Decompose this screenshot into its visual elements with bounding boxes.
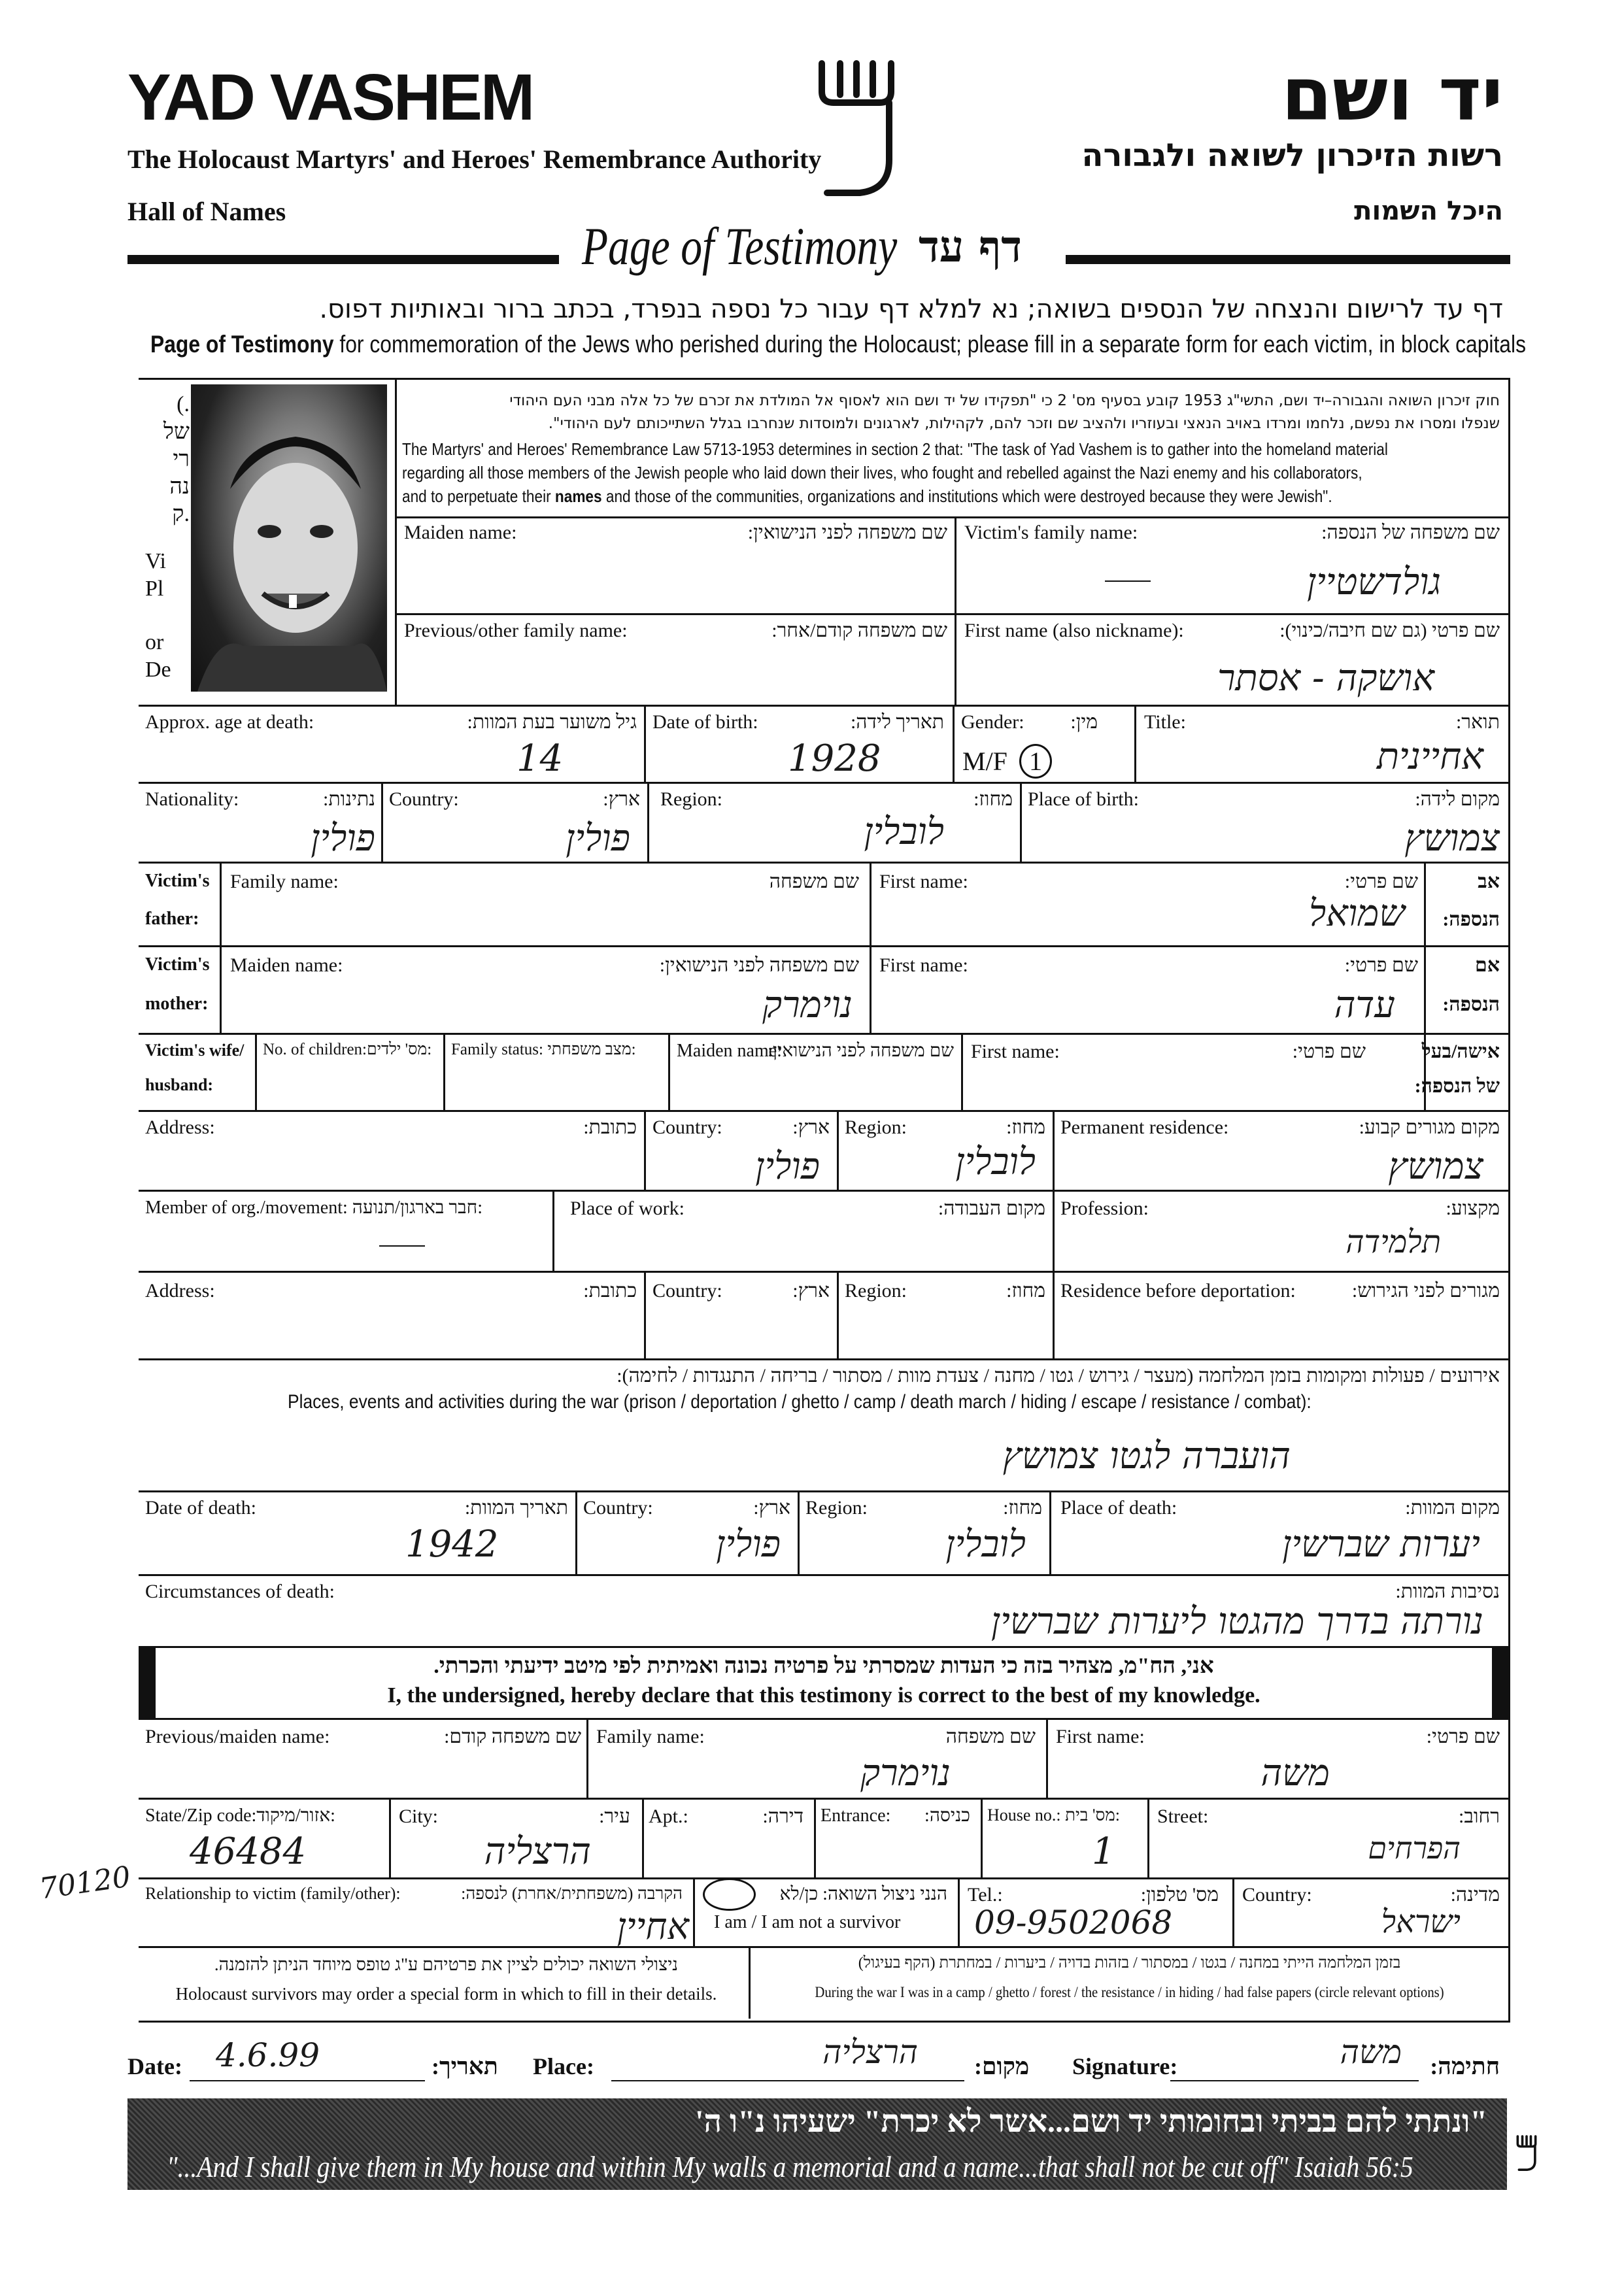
rule xyxy=(647,782,649,862)
rule xyxy=(139,1646,1508,1648)
rule xyxy=(139,1574,1508,1576)
foot-right-en: During the war I was in a camp / ghetto / forest / the resistance / in hiding / had false papers (circle relevant options) xyxy=(815,1984,1444,2000)
footer-band xyxy=(127,2098,1507,2190)
spouse-label-en-1: Victim's wife/ xyxy=(145,1041,245,1060)
rule xyxy=(1053,1271,1055,1358)
house-he: מס' בית: xyxy=(1065,1806,1120,1824)
rule xyxy=(644,1110,646,1190)
dod-country-label-he: ארץ: xyxy=(753,1497,790,1519)
mother-maiden-label-he: שם משפחה לפני הנישואין: xyxy=(659,954,859,976)
dod-country-label-en: Country: xyxy=(583,1497,653,1519)
law-en-3b: names xyxy=(554,486,602,506)
gender-label-en: Gender: xyxy=(961,711,1024,733)
sig-label-en: Signature: xyxy=(1072,2053,1178,2079)
pob-label-he: מקום לידה: xyxy=(1415,788,1500,810)
authority-en: The Holocaust Martyrs' and Heroes' Remembrance Authority xyxy=(127,144,822,174)
father-label-he-2: הנספה: xyxy=(1442,909,1500,930)
city-label-en: City: xyxy=(399,1806,439,1827)
rule xyxy=(749,1946,751,2019)
dod-country: פולין xyxy=(716,1523,781,1566)
rule xyxy=(642,1798,644,1877)
zip-value: 46484 xyxy=(190,1830,307,1873)
rule xyxy=(1424,862,1426,1110)
rule xyxy=(139,1271,1508,1273)
rule xyxy=(814,1798,816,1877)
circ-label-he: נסיבות המוות: xyxy=(1395,1581,1500,1602)
rule xyxy=(981,1798,983,1877)
rule xyxy=(139,1798,1508,1800)
page-title-en: Page of Testimony xyxy=(582,216,898,276)
work-label-he: מקום העבודה: xyxy=(938,1198,1045,1219)
margin-note: 70120 xyxy=(37,1860,133,1906)
rule xyxy=(139,1490,1508,1492)
father-label-he-1: אב xyxy=(1478,871,1500,892)
city-label-he: עיר: xyxy=(599,1806,630,1827)
rule xyxy=(1134,705,1136,782)
rel-label-he: הקרבה (משפחתית/אחרת) לנספה: xyxy=(461,1884,683,1903)
rule xyxy=(395,516,1508,518)
addr1-country-label-en: Country: xyxy=(652,1117,722,1138)
addr1-region-label-en: Region: xyxy=(845,1117,907,1138)
rule xyxy=(139,1877,1508,1879)
frag: Vi xyxy=(145,549,166,573)
rule xyxy=(798,1490,800,1574)
spouse-first-label-he: שם פרטי: xyxy=(1292,1041,1366,1062)
maiden-label-en: Maiden name: xyxy=(404,522,517,543)
member-he: חבר בארגון/תנועה: xyxy=(352,1198,483,1218)
rule xyxy=(139,378,1508,380)
place-value: הרצליה xyxy=(822,2033,918,2071)
rule xyxy=(1147,1798,1149,1877)
region-label-he: מחוז: xyxy=(973,788,1013,810)
family-label-he: שם משפחה של הנספה: xyxy=(1321,522,1500,543)
gender-label-he: מין: xyxy=(1070,711,1098,733)
rule xyxy=(1232,1877,1234,1946)
rule xyxy=(139,1358,1508,1360)
street-label-he: רחוב: xyxy=(1459,1806,1500,1827)
victim-portrait-icon xyxy=(191,384,387,692)
status-en: Family status: xyxy=(451,1041,543,1058)
victim-pob: צמושץ xyxy=(1404,817,1500,860)
house-value: 1 xyxy=(1092,1830,1115,1873)
age-label-en: Approx. age at death: xyxy=(145,711,314,733)
addr1-label-he: כתובת: xyxy=(583,1117,637,1138)
law-en-1: The Martyrs' and Heroes' Remembrance Law 5713-1953 determines in section 2 that: "The task of Yad Vashem is to gather into the homeland material xyxy=(402,439,1388,459)
addr1-region-label-he: מחוז: xyxy=(1006,1117,1045,1138)
rule xyxy=(139,705,1508,707)
sub-family-label-he: שם משפחה xyxy=(945,1726,1036,1747)
perm-label-en: Permanent residence: xyxy=(1060,1117,1229,1138)
date-label-en: Date: xyxy=(127,2053,182,2079)
gender-opts-text: M/F xyxy=(962,747,1007,776)
addr1-region: לובלין xyxy=(955,1141,1036,1183)
zip-he: אזור/מיקוד: xyxy=(256,1806,335,1826)
intro-en xyxy=(150,331,1526,358)
intro-en-bold: Page of Testimony xyxy=(150,331,334,358)
rule xyxy=(139,1110,1508,1112)
date-line xyxy=(190,2080,425,2081)
tel-label-en: Tel.: xyxy=(968,1884,1003,1906)
gender-circled: 1 xyxy=(1019,744,1052,779)
children-label-en xyxy=(263,1041,431,1059)
date-label-he: תאריך: xyxy=(431,2053,498,2079)
authority-he: רשות הזיכרון לשואה ולגבורה xyxy=(1081,137,1503,174)
law-en-3c: and those of the communities, organizations and institutions which were destroyed because they were Jewish". xyxy=(601,486,1332,506)
rule xyxy=(958,1877,960,1946)
rule xyxy=(139,862,1508,864)
org-name-en: YAD VASHEM xyxy=(127,61,533,134)
rule xyxy=(255,1033,257,1110)
frag: or xyxy=(145,630,164,654)
dod-value: 1942 xyxy=(405,1523,499,1566)
status-he: מצב משפחתי: xyxy=(547,1041,636,1058)
foot-right-he: בזמן המלחמה הייתי במחנה / בגטו / במסתור / בזהות בדויה / ביערות / במחתרת (הקף בעיגול) xyxy=(858,1955,1401,1972)
spouse-label-he-2: של הנספה: xyxy=(1414,1075,1500,1097)
addr2-country-label-en: Country: xyxy=(652,1280,722,1302)
mother-first-label-en: First name: xyxy=(879,954,968,976)
spouse-first-label-en: First name: xyxy=(971,1041,1060,1062)
dod-label-en: Date of death: xyxy=(145,1497,256,1519)
scountry-value: ישראל xyxy=(1381,1904,1461,1940)
foot-left-he: ניצולי השואה יכולים לציין את פרטיהם ע"ג טופס מיוחד הניתן להזמנה. xyxy=(214,1955,679,1974)
work-label-en: Place of work: xyxy=(570,1198,685,1219)
title-label-en: Title: xyxy=(1144,711,1186,733)
ent-label-he: כניסה: xyxy=(924,1806,970,1826)
rule xyxy=(953,705,955,782)
law-en-2: regarding all those members of the Jewish people who laid down their lives, who fought and rebelled against the Nazi enemy and his collaborators, xyxy=(402,463,1362,482)
frag: Pl xyxy=(145,577,164,601)
rule xyxy=(220,862,222,1033)
law-he-2: שנפלו ומסרו את נפשם, נלחמו ומרדו באויב הנאצי ובעוזריו ולהציב שם וזכר להם, לקהילות, לארגונים ולמוסדות שנחרבו בגלל השתייכותם לעם היהודי". xyxy=(548,415,1500,432)
addr1-label-en: Address: xyxy=(145,1117,215,1138)
status-label xyxy=(451,1041,636,1059)
declare-he: אני, הח"מ, מצהיר בזה כי העדות שמסרתי על פרטיה נכונה ואמיתית לפי מיטב ידיעתי והכרתי. xyxy=(433,1654,1214,1678)
foot-left-en: Holocaust survivors may order a special form in which to fill in their details. xyxy=(175,1984,717,2004)
rel-value: אחיין xyxy=(617,1906,689,1948)
intro-he: דף עד לרישום והנצחה של הנספים בשואה; נא למלא דף עבור כל נספה בנפרד, בכתב ברור ובאותיות דפוס. xyxy=(319,294,1503,324)
title-label-he: תואר: xyxy=(1455,711,1500,733)
mother-label-he-1: אם xyxy=(1475,954,1500,976)
dash xyxy=(379,1245,425,1247)
rule xyxy=(586,1718,588,1798)
date-value: 4.6.99 xyxy=(216,2036,320,2074)
pmaiden-label-en: Previous/maiden name: xyxy=(145,1726,330,1747)
apt-label-en: Apt.: xyxy=(649,1806,688,1827)
dod-region: לובלין xyxy=(945,1523,1026,1566)
apt-label-he: דירה: xyxy=(762,1806,804,1827)
scountry-label-en: Country: xyxy=(1242,1884,1312,1906)
frag: De xyxy=(145,658,171,682)
victim-age: 14 xyxy=(516,737,564,780)
profession: תלמידה xyxy=(1345,1224,1441,1260)
rule xyxy=(139,945,1508,947)
addr2-region-label-en: Region: xyxy=(845,1280,907,1302)
rule xyxy=(644,1271,646,1358)
rule xyxy=(139,1718,1508,1720)
victim-title: אחיינית xyxy=(1376,735,1483,778)
submitter-first: משה xyxy=(1260,1752,1330,1794)
father-label-en-1: Victim's xyxy=(145,871,210,891)
footer-quote-he: "ונתתי להם בביתי ובחומותי יד ושם...אשר לא יכרת" ישעיהו נ"ו ה' xyxy=(695,2104,1487,2139)
father-first-name: שמואל xyxy=(1309,892,1405,935)
place-label-he: מקום: xyxy=(974,2053,1030,2079)
gender-options xyxy=(962,744,1052,779)
rule xyxy=(575,1490,577,1574)
victim-dob: 1928 xyxy=(788,737,881,780)
hall-he: היכל השמות xyxy=(1354,196,1503,226)
member-en: Member of org./movement: xyxy=(145,1198,348,1218)
law-en-3 xyxy=(402,486,1332,507)
mother-first-label-he: שם פרטי: xyxy=(1344,954,1418,976)
mother-label-en-1: Victim's xyxy=(145,954,210,975)
title-rule-right xyxy=(1066,255,1510,264)
victim-photo xyxy=(191,384,387,692)
rule xyxy=(1046,1718,1048,1798)
mother-label-he-2: הנספה: xyxy=(1442,994,1500,1015)
victim-first-name: אושקה - אסתר xyxy=(1217,657,1434,699)
victim-region: לובלין xyxy=(864,811,944,853)
events-label-en: Places, events and activities during the war (prison / deportation / ghetto / camp / death march / hiding / escape / resistance / combat): xyxy=(288,1391,1311,1413)
dod-region-label-en: Region: xyxy=(805,1497,868,1519)
age-label-he: גיל משוער בעת המוות: xyxy=(467,711,637,733)
rule xyxy=(139,1190,1508,1192)
law-en-3a: and to perpetuate their xyxy=(402,486,555,506)
prev-label-en: Previous/other family name: xyxy=(404,620,628,641)
pmaiden-label-he: שם משפחה קודם: xyxy=(444,1726,581,1747)
law-he-1: חוק זיכרון השואה והגבורה–יד ושם, התשי"ג 1953 קובע בסעיף מס' 2 כי "תפקידו של יד ושם הוא לאסוף אל המולדת את זכרם של כל אלה מבני העם היהודי xyxy=(509,392,1500,409)
rule xyxy=(870,862,871,1033)
frag: ק. xyxy=(172,502,190,526)
victim-nationality: פולין xyxy=(311,817,375,860)
footer-logo xyxy=(1515,2134,1538,2172)
prof-label-he: מקצוע: xyxy=(1446,1198,1500,1219)
intro-en-text: for commemoration of the Jews who perished during the Holocaust; please fill in a separate form for each victim, in block capitals xyxy=(333,331,1526,358)
rule xyxy=(668,1033,670,1110)
father-first-label-en: First name: xyxy=(879,871,968,892)
ent-label-en: Entrance: xyxy=(820,1806,891,1826)
sig-line xyxy=(1170,2080,1419,2081)
sub-first-label-he: שם פרטי: xyxy=(1426,1726,1500,1747)
rule xyxy=(837,1110,839,1190)
father-label-en-2: father: xyxy=(145,909,199,929)
pod-label-en: Place of death: xyxy=(1060,1497,1177,1519)
dod-region-label-he: מחוז: xyxy=(1003,1497,1042,1519)
city-value: הרצליה xyxy=(484,1830,591,1873)
tel-value: 09-9502068 xyxy=(974,1904,1173,1941)
dob-label-en: Date of birth: xyxy=(652,711,758,733)
frag: של xyxy=(163,420,190,444)
rule xyxy=(837,1271,839,1358)
pob-label-en: Place of birth: xyxy=(1028,788,1139,810)
sig-label-he: חתימה: xyxy=(1430,2053,1500,2079)
country-label-he: ארץ: xyxy=(603,788,640,810)
spouse-label-en-2: husband: xyxy=(145,1075,214,1094)
family-label-en: Victim's family name: xyxy=(964,522,1138,543)
victim-family-name: גולדשטיין xyxy=(1306,561,1441,603)
zip-label xyxy=(145,1806,335,1826)
rule xyxy=(395,378,397,705)
frag: (. xyxy=(177,392,190,416)
house-en: House no.: xyxy=(987,1806,1061,1824)
region-label-en: Region: xyxy=(660,788,722,810)
addr2-country-label-he: ארץ: xyxy=(792,1280,830,1302)
prof-label-en: Profession: xyxy=(1060,1198,1149,1219)
member-label xyxy=(145,1198,482,1219)
country-label-en: Country: xyxy=(389,788,459,810)
rel-label-en: Relationship to victim (family/other): xyxy=(145,1884,401,1903)
footer-quote-en: "...And I shall give them in My house and within My walls a memorial and a name...that shall not be cut off" Isaiah 56:5 xyxy=(167,2150,1413,2183)
first-label-he: שם פרטי (גם שם חיבה/כינוי): xyxy=(1279,620,1500,641)
declaration-bar-right xyxy=(1492,1646,1509,1718)
perm-label-he: מקום מגורים קבוע: xyxy=(1359,1117,1500,1138)
rule xyxy=(139,782,1508,784)
perm-residence: צמושץ xyxy=(1388,1145,1483,1188)
frag: רי xyxy=(173,447,190,471)
before-label-en: Residence before deportation: xyxy=(1060,1280,1296,1302)
prev-label-he: שם משפחה קודם/אחר: xyxy=(771,620,947,641)
before-label-he: מגורים לפני הגירוש: xyxy=(1351,1280,1500,1302)
yad-vashem-logo xyxy=(814,56,899,203)
pod-value: יערות שברשין xyxy=(1282,1523,1480,1566)
rule xyxy=(139,1946,1508,1948)
signature-value: משה xyxy=(1340,2033,1402,2071)
rule xyxy=(644,705,646,782)
father-first-label-he: שם פרטי: xyxy=(1344,871,1418,892)
nat-label-he: נתינות: xyxy=(323,788,375,810)
page-title-he: דף עד xyxy=(919,221,1023,272)
circ-label-en: Circumstances of death: xyxy=(145,1581,335,1602)
circ-value: נורתה בדרך מהגטו ליערות שברשין xyxy=(990,1600,1483,1643)
declare-en: I, the undersigned, hereby declare that this testimony is correct to the best of my knowledge. xyxy=(387,1683,1260,1707)
addr2-label-en: Address: xyxy=(145,1280,215,1302)
rule xyxy=(389,1798,391,1877)
sub-first-label-en: First name: xyxy=(1056,1726,1145,1747)
rule xyxy=(552,1190,554,1271)
rule xyxy=(1049,1490,1051,1574)
events-value: הועברה לגטו צמושץ xyxy=(1002,1435,1291,1477)
addr1-country: פולין xyxy=(755,1145,820,1188)
submitter-family: נוימרק xyxy=(860,1752,951,1794)
father-fam-label-en: Family name: xyxy=(230,871,339,892)
rule xyxy=(381,782,383,862)
spouse-maiden-label-en: Maiden name: xyxy=(677,1041,782,1061)
victim-country: פולין xyxy=(566,817,630,860)
sub-family-label-en: Family name: xyxy=(596,1726,705,1747)
dash xyxy=(1105,580,1151,582)
house-label xyxy=(987,1806,1120,1825)
photo-side-text xyxy=(145,391,190,684)
rule xyxy=(395,613,1508,615)
tel-label-he: מס' טלפון: xyxy=(1140,1884,1219,1906)
addr2-label-he: כתובת: xyxy=(583,1280,637,1302)
title-rule-left xyxy=(127,255,559,264)
children-en: No. of children: xyxy=(263,1041,367,1058)
street-label-en: Street: xyxy=(1157,1806,1209,1827)
survivor-label-en: I am / I am not a survivor xyxy=(714,1912,901,1932)
place-line xyxy=(611,2080,964,2081)
survivor-label-he: הנני ניצול השואה: כן/לא xyxy=(779,1884,947,1904)
mother-label-en-2: mother: xyxy=(145,994,209,1014)
spouse-maiden-label-he: שם משפחה לפני הנישואין: xyxy=(768,1041,954,1061)
place-label-en: Place: xyxy=(533,2053,594,2079)
survivor-circle xyxy=(703,1878,756,1911)
children-he: מס' ילדים: xyxy=(366,1041,432,1058)
rule xyxy=(693,1877,695,1946)
mother-maiden-label-en: Maiden name: xyxy=(230,954,343,976)
declaration-bar-left xyxy=(139,1646,156,1718)
scountry-label-he: מדינה: xyxy=(1450,1884,1500,1906)
frag: נה xyxy=(169,475,190,499)
maiden-label-he: שם משפחה לפני הנישואין: xyxy=(747,522,947,543)
mother-first-name: עדה xyxy=(1334,984,1395,1026)
addr2-region-label-he: מחוז: xyxy=(1006,1280,1045,1302)
pod-label-he: מקום המוות: xyxy=(1405,1497,1500,1519)
hall-en: Hall of Names xyxy=(127,197,286,226)
addr1-country-label-he: ארץ: xyxy=(792,1117,830,1138)
street-value: הפרחים xyxy=(1368,1830,1461,1866)
events-label-he: אירועים / פעולות ומקומות בזמן המלחמה (מעצר / גירוש / גטו / מחנה / צעדת מוות / מסתור / בריחה / התנגדות / לחימה): xyxy=(617,1365,1500,1387)
first-label-en: First name (also nickname): xyxy=(964,620,1184,641)
dob-label-he: תאריך לידה: xyxy=(850,711,944,733)
org-name-he: יד ושם xyxy=(1281,52,1503,137)
mother-maiden-name: נוימרק xyxy=(762,984,853,1026)
rule xyxy=(955,516,956,705)
father-fam-label-he: שם משפחה xyxy=(769,871,859,892)
rule xyxy=(443,1033,445,1110)
nat-label-en: Nationality: xyxy=(145,788,239,810)
rule xyxy=(139,1033,1508,1035)
zip-en: State/Zip code: xyxy=(145,1806,257,1826)
dod-label-he: תאריך המוות: xyxy=(464,1497,568,1519)
rule xyxy=(1020,782,1022,862)
rule xyxy=(961,1033,963,1110)
spouse-label-he-1: אישה/בעל xyxy=(1421,1041,1500,1062)
